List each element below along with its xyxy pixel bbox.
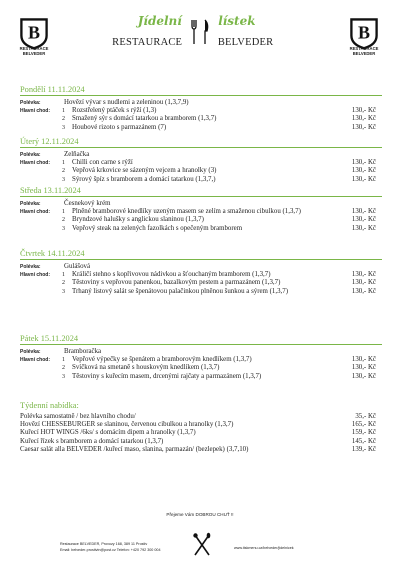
footer-contact-line: Email: belveder-prostivin@post.cz Telefon: +420 792 300 004: [60, 547, 161, 552]
item-text: Těstoviny s vepřovou panenkou, bazalkovým pestem a parmazánem (1,3,7): [72, 279, 281, 287]
soup-label: Polévka:: [20, 201, 41, 207]
item-number: 1: [62, 272, 65, 279]
footer-contact: [60, 542, 161, 553]
item-number: 2: [62, 365, 65, 372]
cutlery-icon: [192, 532, 212, 558]
main-row: [20, 115, 382, 123]
offer-text: Kuřecí HOT WINGS /6ks/ s domácím dipem a hranolky (1,3,7): [20, 429, 196, 437]
day-section-tuesday: [20, 137, 382, 184]
item-number: 2: [62, 116, 65, 123]
item-price: 130,- Kč: [351, 364, 376, 372]
offer-text: Polévka samostatně / bez hlavního chodu/: [20, 413, 136, 420]
item-price: 130,- Kč: [351, 224, 376, 232]
main-row: [20, 176, 382, 184]
soup-row: [20, 263, 382, 271]
soup-label: Polévka:: [20, 264, 41, 270]
weekly-offer-heading: Týdenní nabídka:: [20, 401, 79, 410]
offer-price: 145,- Kč: [351, 437, 376, 445]
offer-price: 159,- Kč: [351, 429, 376, 437]
item-text: Trhaný listový salát se špenátovou palačinkou plněnou šunkou a sýrem (1,3,7): [72, 287, 289, 295]
day-heading: Středa 13.11.2024: [20, 186, 382, 197]
soup-row: [20, 99, 382, 107]
footer-address: Restaurace BELVEDER, Provozy 168, 389 11 Prostiv: [60, 542, 148, 546]
day-heading: Čtvrtek 14.11.2024: [20, 249, 382, 260]
main-row: [20, 279, 382, 287]
item-price: 130,- Kč: [351, 287, 376, 295]
day-section-thursday: [20, 249, 382, 296]
soup-text: Zelňačka: [64, 151, 90, 158]
soup-label: Polévka:: [20, 152, 41, 158]
item-text: Bryndzové halušky s anglickou slaninou (1,3,7): [72, 216, 204, 224]
item-price: 130,- Kč: [351, 356, 376, 364]
soup-text: Hovězí vývar s nudlemi a zeleninou (1,3,7,9): [64, 99, 189, 106]
soup-row: [20, 200, 382, 208]
item-text: Houbové rizoto s parmazánem (7): [72, 123, 167, 131]
item-text: Rozstřelený ptáček s rýží (1,3): [72, 107, 157, 115]
item-text: Vepřová krkovice se sázeným vejcem a hranolky (3): [72, 167, 217, 175]
item-number: 1: [62, 160, 65, 167]
item-text: Králičí stehno s kopřivovou nádivkou a šťouchaným bramborem (1,3,7): [72, 271, 271, 279]
main-row: [20, 288, 382, 296]
item-price: 130,- Kč: [351, 279, 376, 287]
main-row: [20, 271, 382, 279]
item-number: 3: [62, 225, 65, 232]
item-number: 1: [62, 108, 65, 115]
item-number: 2: [62, 217, 65, 224]
main-row: [20, 159, 382, 167]
offer-row: [20, 429, 382, 437]
item-text: Vepřové výpečky se špenátem a bramborovým knedlíkem (1,3,7): [72, 356, 252, 364]
script-title-left: Jídelní: [137, 14, 182, 28]
item-price: 130,- Kč: [351, 271, 376, 279]
main-row: [20, 364, 382, 372]
item-text: Svíčková na smetaně s houskovým knedlíkem (1,3,7): [72, 364, 220, 372]
offer-text: Kuřecí řízek s bramborem a domácí tatarkou (1,3,7): [20, 437, 164, 445]
item-number: 3: [62, 124, 65, 131]
item-price: 130,- Kč: [351, 115, 376, 123]
offer-text: Hovězí CHESSEBURGER se slaninou, červenou cibulkou a hranolky (1,3,7): [20, 421, 234, 429]
item-number: 1: [62, 209, 65, 216]
offer-row: [20, 446, 382, 454]
offer-row: [20, 438, 382, 446]
item-price: 130,- Kč: [351, 208, 376, 216]
item-price: 130,- Kč: [351, 107, 376, 115]
offer-row: [20, 413, 382, 421]
logo-caption-left: RESTAURACE BELVEDER: [19, 46, 49, 56]
soup-row: [20, 348, 382, 356]
item-text: Chilli con carne s rýží: [72, 159, 133, 167]
restaurant-name: [0, 37, 400, 48]
soup-text: Gulášová: [64, 263, 91, 270]
item-price: 130,- Kč: [351, 123, 376, 131]
item-price: 130,- Kč: [351, 216, 376, 224]
day-section-friday: [20, 334, 382, 381]
title-right-word: BELVEDER: [217, 37, 274, 48]
day-section-monday: [20, 85, 382, 132]
main-label: Hlavní chod:: [20, 357, 51, 364]
title-left-word: RESTAURACE: [112, 37, 183, 48]
script-title-right: lístek: [218, 14, 256, 28]
main-row: [20, 373, 382, 381]
offer-price: 165,- Kč: [351, 421, 376, 429]
offer-price: 139,- Kč: [351, 445, 376, 453]
svg-text:B: B: [357, 22, 371, 43]
main-row: [20, 216, 382, 224]
main-row: [20, 208, 382, 216]
day-section-wednesday: [20, 186, 382, 233]
weekly-offer-section: [20, 401, 382, 454]
logo-caption-right: RESTAURACE BELVEDER: [349, 46, 379, 56]
item-number: 3: [62, 176, 65, 183]
soup-label: Polévka:: [20, 100, 41, 106]
item-price: 130,- Kč: [351, 159, 376, 167]
item-price: 130,- Kč: [351, 372, 376, 380]
item-number: 2: [62, 280, 65, 287]
svg-text:B: B: [27, 22, 41, 43]
main-label: Hlavní chod:: [20, 209, 51, 216]
day-heading: Pátek 15.11.2024: [20, 334, 382, 345]
main-label: Hlavní chod:: [20, 160, 51, 167]
item-number: 3: [62, 288, 65, 295]
item-text: Sýrový špíz s bramborem a domácí tatarkou (1,3,7,): [72, 175, 216, 183]
soup-text: Bramboračka: [64, 348, 102, 355]
main-row: [20, 107, 382, 115]
item-price: 130,- Kč: [351, 167, 376, 175]
enjoy-meal-text: Přejeme Vám DOBROU CHUŤ !!: [166, 512, 234, 517]
item-number: 3: [62, 373, 65, 380]
main-label: Hlavní chod:: [20, 108, 51, 115]
soup-label: Polévka:: [20, 349, 41, 355]
main-row: [20, 167, 382, 175]
main-row: [20, 356, 382, 364]
item-text: Těstoviny s kuřecím masem, drcenými rajčaty a parmazánem (1,3,7): [72, 372, 262, 380]
item-number: 1: [62, 357, 65, 364]
footer-website: www.tiskmenu.cz/belveder/jidelnicek: [234, 546, 294, 550]
item-text: Vepřový steak na zelených fazolkách s opečeným bramborem: [72, 224, 243, 232]
offer-price: 35,- Kč: [355, 413, 376, 420]
item-text: Plněné bramborové knedlíky uzeným masem se zelím a smaženou cibulkou (1,3,7): [72, 208, 301, 216]
item-price: 130,- Kč: [351, 175, 376, 183]
offer-text: Caesar salát alla BELVEDER /kuřecí maso, slanina, parmazán/ (bezlepek) (3,7,10): [20, 445, 249, 453]
offer-row: [20, 421, 382, 429]
main-row: [20, 124, 382, 132]
day-heading: Pondělí 11.11.2024: [20, 85, 382, 96]
main-row: [20, 225, 382, 233]
soup-row: [20, 151, 382, 159]
item-number: 2: [62, 168, 65, 175]
item-text: Smažený sýr s domácí tatarkou a bramborem (1,3,7): [72, 115, 217, 123]
soup-text: Česnekový krém: [64, 200, 111, 207]
day-heading: Úterý 12.11.2024: [20, 137, 382, 148]
main-label: Hlavní chod:: [20, 272, 51, 279]
